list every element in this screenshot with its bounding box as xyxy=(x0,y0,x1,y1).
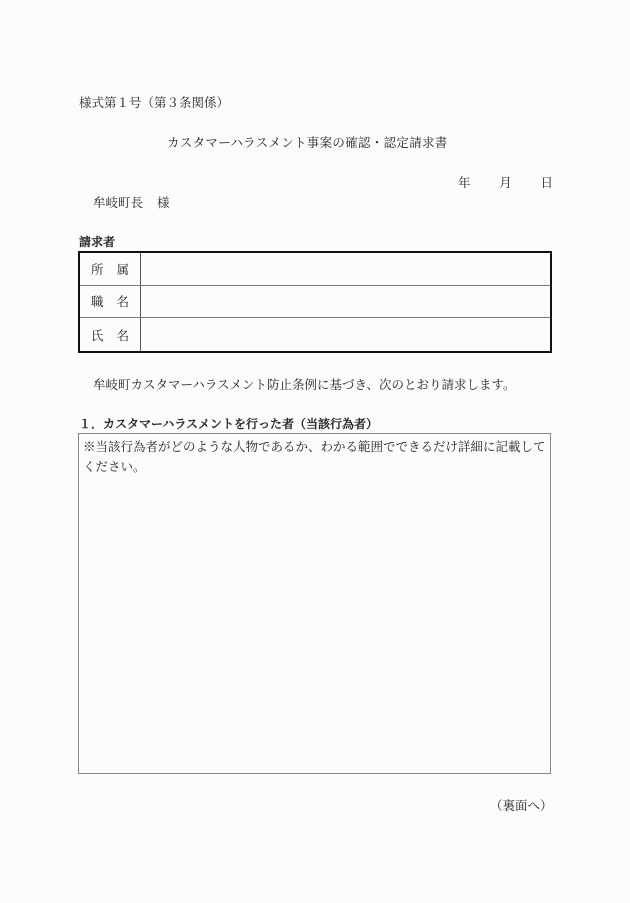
position-field[interactable] xyxy=(141,286,550,318)
name-label xyxy=(80,318,141,351)
section-1-textbox[interactable] xyxy=(78,433,551,774)
label-char: 氏 xyxy=(90,327,104,343)
addressee-name: 牟岐町長 xyxy=(93,195,144,210)
affiliation-field[interactable] xyxy=(141,253,550,285)
requester-table xyxy=(78,251,552,353)
affiliation-label xyxy=(80,253,141,285)
date-month-label: 月 xyxy=(499,175,512,190)
label-char: 所 xyxy=(90,261,104,277)
label-char: 名 xyxy=(116,294,130,310)
requester-row-affiliation xyxy=(80,253,550,286)
continued-on-back: （裏面へ） xyxy=(490,798,553,813)
section-1-heading: １．カスタマーハラスメントを行った者（当該行為者） xyxy=(79,417,379,431)
name-field[interactable] xyxy=(141,318,550,351)
date-year-label: 年 xyxy=(458,175,471,190)
section-1-hint: ※当該行為者がどのような人物であるか、わかる範囲でできるだけ詳細に記載してください。 xyxy=(83,439,546,474)
addressee xyxy=(93,193,170,211)
requester-row-position xyxy=(80,286,550,319)
label-char: 名 xyxy=(116,327,130,343)
date-line xyxy=(458,173,553,191)
date-day-label: 日 xyxy=(540,175,553,190)
document-title: カスタマーハラスメント事案の確認・認定請求書 xyxy=(167,135,448,150)
requester-heading: 請求者 xyxy=(79,235,116,249)
label-char: 職 xyxy=(90,294,104,310)
requester-row-name xyxy=(80,318,550,351)
label-char: 属 xyxy=(116,261,130,277)
addressee-honorific: 様 xyxy=(157,195,170,210)
position-label xyxy=(80,286,141,318)
form-number: 様式第１号（第３条関係） xyxy=(79,95,230,110)
request-statement: 牟岐町カスタマーハラスメント防止条例に基づき、次のとおり請求します。 xyxy=(93,377,516,392)
